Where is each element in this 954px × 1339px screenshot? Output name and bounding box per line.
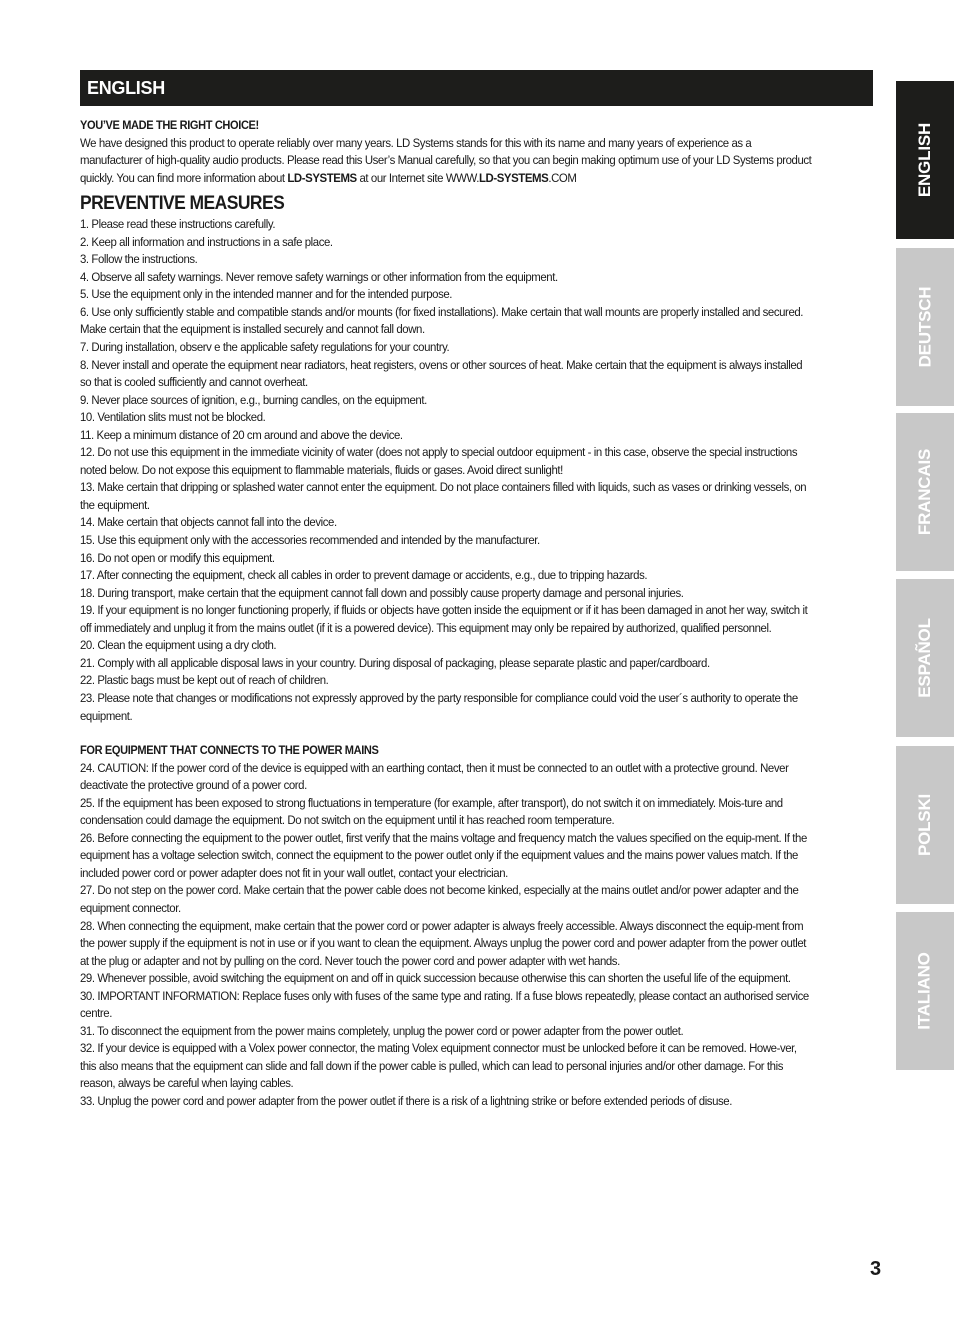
- tab-english[interactable]: [896, 81, 954, 239]
- list-item: 18. During transport, make certain that the equipment cannot fall down and possibly cause property damage and personal injuries.: [80, 585, 684, 600]
- list-item: 9. Never place sources of ignition, e.g., burning candles, on the equipment.: [80, 392, 427, 407]
- tab-label: ESPAÑOL: [915, 618, 934, 698]
- intro-heading: YOU’VE MADE THE RIGHT CHOICE!: [80, 118, 259, 132]
- list-item: 17. After connecting the equipment, check all cables in order to prevent damage or accidents, e.g., due to tripping hazards.: [80, 568, 648, 583]
- preventive-measures-title: PREVENTIVE MEASURES: [80, 193, 285, 215]
- power-mains-heading: FOR EQUIPMENT THAT CONNECTS TO THE POWER MAINS: [80, 743, 379, 758]
- list-item: 20. Clean the equipment using a dry cloth.: [80, 638, 277, 653]
- list-item: 19. If your equipment is no longer functioning properly, if fluids or objects have gotten inside the equipment or if it has been damaged in anot her way, switch it off immediately and unplug it from the mains outlet (if it is a powered device). This equipment may only be repaired by authorized, qualified personnel.: [80, 603, 808, 635]
- power-mains-list: [80, 760, 812, 1111]
- list-item: 14. Make certain that objects cannot fall into the device.: [80, 515, 337, 530]
- list-item: 25. If the equipment has been exposed to strong fluctuations in temperature (for example, after transport), do not switch it on immediately. Mois-ture and condensation could damage the equipment. Do not switch on the equipment until it has reached room temperature.: [80, 795, 783, 828]
- list-item: 16. Do not open or modify this equipment.: [80, 550, 275, 565]
- list-item: 33. Unplug the power cord and power adapter from the power outlet if there is a risk of a lightning strike or before extended periods of disuse.: [80, 1093, 732, 1108]
- list-item: 28. When connecting the equipment, make certain that the power cord or power adapter is always freely accessible. Always disconnect the equip-ment from the power supply if the equipment is not in use or if you want to clean the equipment. Always unplug the power cord and power adapter from the power outlet at the plug or adapter and not by pulling on the cord. Never touch the power cord and power adapter with wet hands.: [80, 918, 807, 968]
- list-item: 26. Before connecting the equipment to the power outlet, first verify that the mains voltage and frequency match the values specified on the equip-ment. If the equipment has a voltage selection switch, connect the equipment to the power outlet only if the equipment values and the mains power values match. If the included power cord or power adapter does not fit in your wall outlet, contact your electrician.: [80, 830, 807, 880]
- tab-espanol[interactable]: [896, 579, 954, 737]
- list-item: 1. Please read these instructions carefully.: [80, 217, 276, 232]
- intro-text-middle: at our Internet site WWW.: [356, 170, 479, 185]
- list-item: 12. Do not use this equipment in the immediate vicinity of water (does not apply to special outdoor equipment - in this case, observe the special instructions noted below. Do not expose this equipment to flammable materials, fluids or gases. Avoid direct sunlight!: [80, 445, 798, 477]
- list-item: 21. Comply with all applicable disposal laws in your country. During disposal of packaging, please separate plastic and paper/cardboard.: [80, 655, 710, 670]
- list-item: 10. Ventilation slits must not be blocked.: [80, 410, 266, 425]
- document-body: [80, 117, 812, 1111]
- list-item: 24. CAUTION: If the power cord of the device is equipped with an earthing contact, then it must be connected to an outlet with a protective ground. Never deactivate the protective ground of a power cord.: [80, 760, 789, 793]
- tab-label: ENGLISH: [915, 122, 935, 198]
- intro-text: We have designed this product to operate reliably over many years. LD Systems stands for this with its name and many years of experience as a manufacturer of high-quality audio products. Please read this User’s Manual carefully, so that you can begin making optimum use of your LD Systems product quickly. You can find more information about: [80, 135, 812, 185]
- tab-label: ITALIANO: [915, 952, 935, 1030]
- intro-paragraph: [80, 135, 812, 188]
- list-item: 8. Never install and operate the equipment near radiators, heat registers, ovens or other sources of heat. Make certain that the equipment is always installed so that is cooled sufficiently and cannot overheat.: [80, 357, 803, 390]
- tab-label: FRANCAIS: [915, 448, 935, 536]
- list-item: 11. Keep a minimum distance of 20 cm around and above the device.: [80, 427, 403, 442]
- list-item: 23. Please note that changes or modifications not expressly approved by the party responsible for compliance could void the user´s authority to operate the equipment.: [80, 690, 798, 723]
- tab-italiano[interactable]: [896, 912, 954, 1070]
- list-item: 27. Do not step on the power cord. Make certain that the power cable does not become kinked, especially at the mains outlet and/or power adapter and the equipment connector.: [80, 883, 799, 915]
- tab-label: DEUTSCH: [915, 286, 934, 368]
- list-item: 22. Plastic bags must be kept out of reach of children.: [80, 673, 329, 688]
- list-item: 7. During installation, observ e the applicable safety regulations for your country.: [80, 340, 450, 355]
- list-item: 2. Keep all information and instructions in a safe place.: [80, 234, 333, 249]
- list-item: 3. Follow the instructions.: [80, 252, 198, 267]
- page-number: 3: [870, 1258, 882, 1280]
- list-item: 31. To disconnect the equipment from the power mains completely, unplug the power cord or power adapter from the power outlet.: [80, 1023, 684, 1038]
- intro-site-suffix: .COM: [548, 170, 577, 185]
- list-item: 6. Use only sufficiently stable and compatible stands and/or mounts (for fixed installations). Make certain that wall mounts are properly installed and secured. Make certain that the equipment is installed securely and cannot fall down.: [80, 304, 804, 337]
- list-item: 4. Observe all safety warnings. Never remove safety warnings or other information from the equipment.: [80, 269, 558, 284]
- tab-polski[interactable]: [896, 746, 954, 904]
- preventive-measures-list: [80, 216, 812, 725]
- section-header-bar: [80, 70, 873, 106]
- section-header-title: ENGLISH: [87, 77, 165, 98]
- list-item: 15. Use this equipment only with the accessories recommended and intended by the manufacturer.: [80, 533, 540, 548]
- tab-label: POLSKI: [915, 793, 934, 857]
- list-item: 32. If your device is equipped with a Volex power connector, the mating Volex equipment connector must be unlocked before it can be removed. Howe-ver, this also means that the equipment can slide and fall down if the power cable is pulled, which can lead to personal injuries and/or other damage. For this reason, always be careful when laying cables.: [80, 1041, 797, 1091]
- list-item: 5. Use the equipment only in the intended manner and for the intended purpose.: [80, 287, 453, 302]
- list-item: 29. Whenever possible, avoid switching the equipment on and off in quick succession because otherwise this can shorten the useful life of the equipment.: [80, 971, 791, 986]
- intro-brand: LD-SYSTEMS: [287, 170, 357, 185]
- tab-deutsch[interactable]: [896, 248, 954, 406]
- intro-site-brand: LD-SYSTEMS: [478, 170, 549, 185]
- list-item: 13. Make certain that dripping or splashed water cannot enter the equipment. Do not place containers filled with liquids, such as vases or drinking vessels, on the equipment.: [80, 480, 807, 512]
- tab-francais[interactable]: [896, 413, 954, 571]
- list-item: 30. IMPORTANT INFORMATION: Replace fuses only with fuses of the same type and rating. If a fuse blows repeatedly, please contact an authorised service centre.: [80, 988, 809, 1021]
